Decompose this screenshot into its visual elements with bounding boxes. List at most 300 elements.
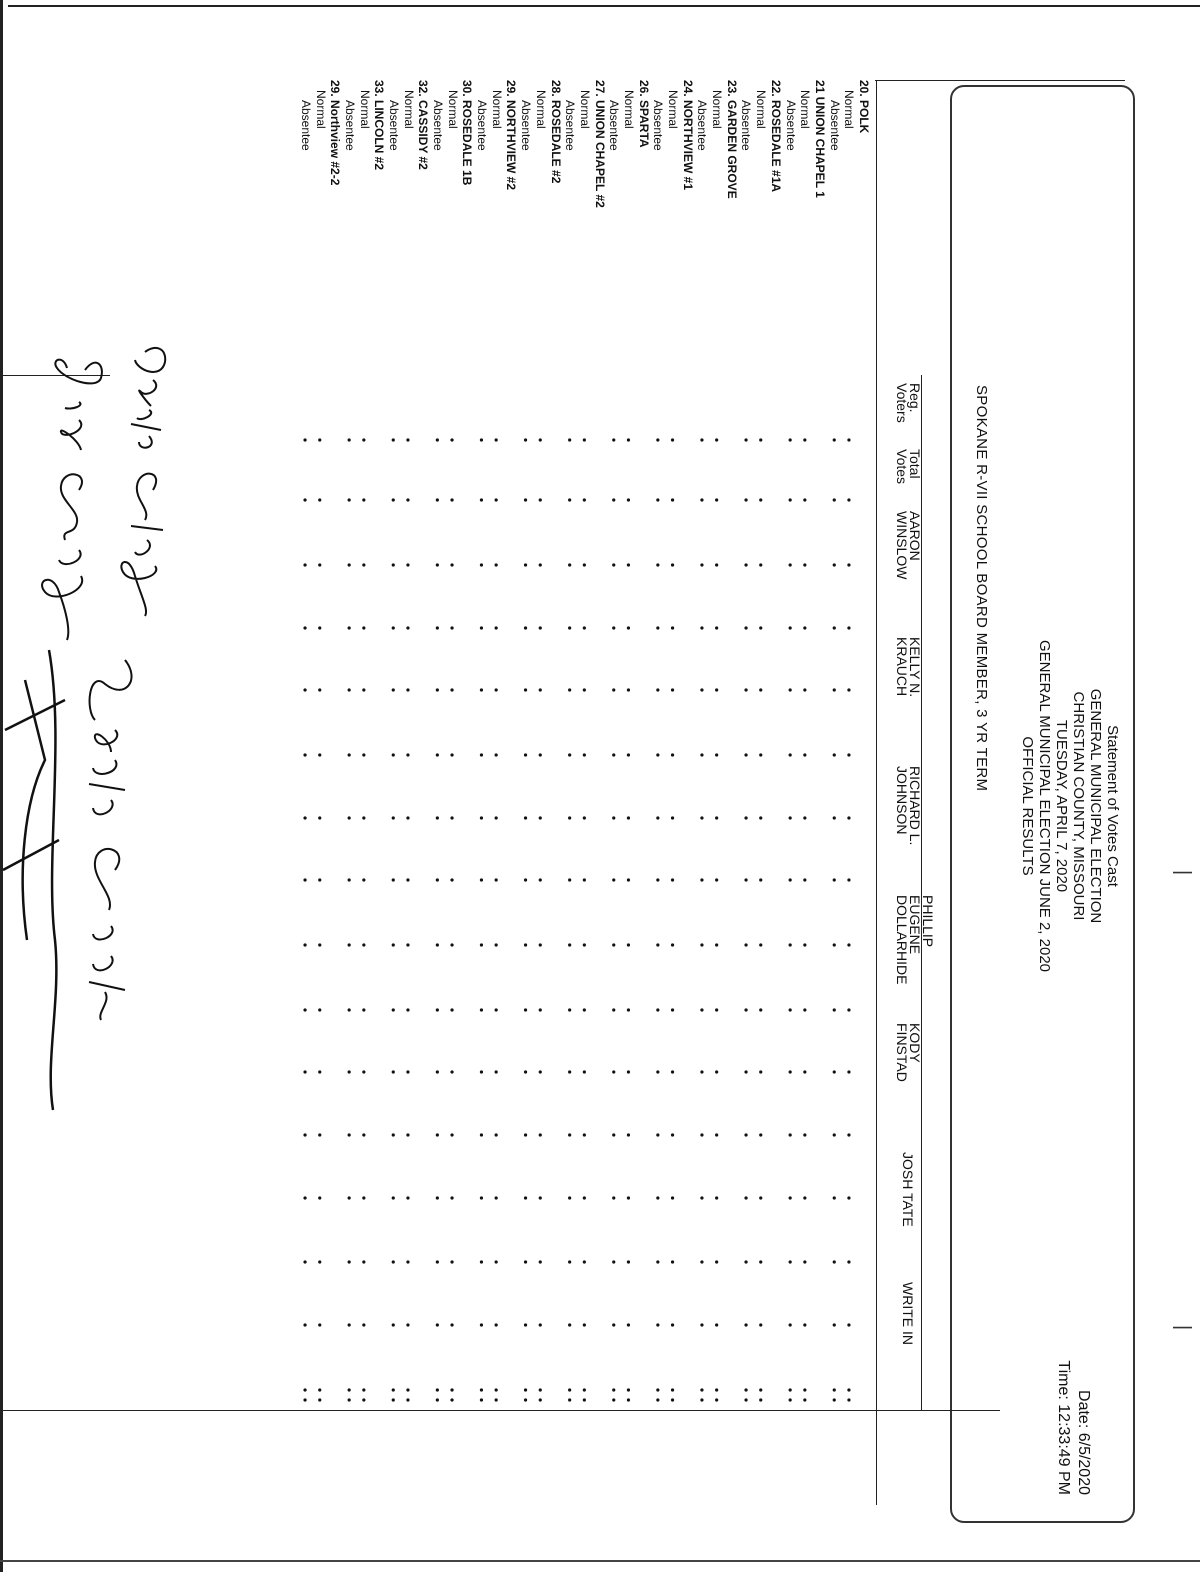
- vote-cell-dot: [450, 1196, 453, 1199]
- vote-cell-dot: [568, 1133, 571, 1136]
- vote-cell-dot: [436, 1070, 439, 1073]
- vote-cell-dot: [362, 1388, 365, 1391]
- vote-cell-dot: [744, 1323, 747, 1326]
- signature-robert-cook: [0, 640, 145, 1120]
- vote-cell-dot: [303, 1133, 306, 1136]
- vote-cell-dot: [833, 438, 836, 441]
- vote-cell-dot: [583, 1196, 586, 1199]
- vote-cell-dot: [759, 1070, 762, 1073]
- vote-cell-dot: [627, 688, 630, 691]
- vote-cell-dot: [450, 563, 453, 566]
- vote-cell-dot: [671, 438, 674, 441]
- vote-cell-dot: [568, 1008, 571, 1011]
- vote-cell-dot: [406, 688, 409, 691]
- vote-cell-dot: [847, 1196, 850, 1199]
- vote-cell-dot: [744, 1070, 747, 1073]
- vote-cell-dot: [627, 563, 630, 566]
- vote-cell-dot: [744, 626, 747, 629]
- vote-cell-dot: [833, 816, 836, 819]
- vote-cell-dot: [789, 498, 792, 501]
- vote-cell-dot: [450, 943, 453, 946]
- vote-cell-dot: [495, 1196, 498, 1199]
- vote-cell-dot: [495, 1133, 498, 1136]
- vote-cell-dot: [803, 1323, 806, 1326]
- vote-cell-dot: [583, 1260, 586, 1263]
- title-line: GENERAL MUNICIPAL ELECTION: [1087, 688, 1104, 924]
- vote-cell-dot: [612, 1133, 615, 1136]
- vote-cell-dot: [348, 1008, 351, 1011]
- vote-cell-dot: [480, 1388, 483, 1391]
- vote-cell-dot: [450, 1398, 453, 1401]
- vote-cell-dot: [524, 626, 527, 629]
- precinct-name: 24. NORTHVIEW #1: [680, 80, 695, 191]
- vote-cell-dot: [847, 1008, 850, 1011]
- vote-cell-dot: [583, 816, 586, 819]
- vote-cell-dot: [656, 1260, 659, 1263]
- vote-cell-dot: [362, 438, 365, 441]
- vote-cell-dot: [495, 688, 498, 691]
- vote-cell-dot: [612, 1196, 615, 1199]
- vote-cell-dot: [392, 943, 395, 946]
- vote-cell-dot: [436, 1133, 439, 1136]
- vote-cell-dot: [495, 878, 498, 881]
- vote-cell-dot: [833, 1323, 836, 1326]
- vote-cell-dot: [303, 1260, 306, 1263]
- vote-cell-dot: [833, 1260, 836, 1263]
- vote-cell-dot: [348, 498, 351, 501]
- vote-cell-dot: [348, 878, 351, 881]
- vote-cell-dot: [524, 438, 527, 441]
- vote-cell-dot: [318, 753, 321, 756]
- vote-cell-dot: [524, 753, 527, 756]
- vote-cell-dot: [318, 1008, 321, 1011]
- vote-cell-dot: [744, 1260, 747, 1263]
- vote-cell-dot: [436, 753, 439, 756]
- vote-cell-dot: [539, 1196, 542, 1199]
- vote-cell-dot: [348, 1323, 351, 1326]
- vote-cell-dot: [495, 943, 498, 946]
- vote-cell-dot: [362, 1323, 365, 1326]
- vote-cell-dot: [348, 816, 351, 819]
- vote-cell-dot: [406, 753, 409, 756]
- vote-cell-dot: [480, 943, 483, 946]
- vote-cell-dot: [671, 1008, 674, 1011]
- vote-cell-dot: [348, 438, 351, 441]
- vote-cell-dot: [583, 438, 586, 441]
- vote-cell-dot: [480, 498, 483, 501]
- vote-cell-dot: [671, 943, 674, 946]
- vote-cell-dot: [450, 1260, 453, 1263]
- vote-cell-dot: [436, 498, 439, 501]
- vote-cell-dot: [847, 1133, 850, 1136]
- vote-cell-dot: [450, 626, 453, 629]
- vote-cell-dot: [803, 878, 806, 881]
- vote-cell-dot: [671, 753, 674, 756]
- vote-cell-dot: [656, 626, 659, 629]
- vote-cell-dot: [480, 1008, 483, 1011]
- vote-cell-dot: [568, 1388, 571, 1391]
- vote-cell-dot: [539, 438, 542, 441]
- vote-cell-dot: [847, 1323, 850, 1326]
- vote-cell-dot: [700, 816, 703, 819]
- vote-cell-dot: [627, 626, 630, 629]
- vote-cell-dot: [583, 1398, 586, 1401]
- vote-cell-dot: [656, 816, 659, 819]
- vote-cell-dot: [715, 1070, 718, 1073]
- vote-cell-dot: [348, 1398, 351, 1401]
- vote-cell-dot: [759, 1133, 762, 1136]
- vote-cell-dot: [303, 498, 306, 501]
- vote-cell-dot: [524, 1196, 527, 1199]
- vote-cell-dot: [627, 1008, 630, 1011]
- vote-cell-dot: [671, 1323, 674, 1326]
- ballot-type-label: Absentee: [519, 100, 534, 151]
- vote-cell-dot: [583, 626, 586, 629]
- vote-cell-dot: [406, 816, 409, 819]
- vote-cell-dot: [480, 438, 483, 441]
- vote-cell-dot: [671, 626, 674, 629]
- vote-cell-dot: [568, 1323, 571, 1326]
- vote-cell-dot: [612, 1260, 615, 1263]
- vote-cell-dot: [450, 753, 453, 756]
- vote-cell-dot: [700, 1008, 703, 1011]
- ballot-type-label: Normal: [710, 90, 725, 129]
- ballot-type-label: Absentee: [431, 100, 446, 151]
- vote-cell-dot: [671, 1133, 674, 1136]
- vote-cell-dot: [583, 943, 586, 946]
- vote-cell-dot: [715, 498, 718, 501]
- vote-cell-dot: [627, 1323, 630, 1326]
- vote-cell-dot: [495, 626, 498, 629]
- vote-cell-dot: [656, 1388, 659, 1391]
- vote-cell-dot: [392, 1133, 395, 1136]
- vote-cell-dot: [318, 1196, 321, 1199]
- vote-cell-dot: [715, 1323, 718, 1326]
- vote-cell-dot: [495, 563, 498, 566]
- vote-cell-dot: [833, 1008, 836, 1011]
- vote-cell-dot: [759, 943, 762, 946]
- vote-cell-dot: [612, 943, 615, 946]
- vote-cell-dot: [450, 498, 453, 501]
- vote-cell-dot: [303, 563, 306, 566]
- vote-cell-dot: [406, 1398, 409, 1401]
- vote-cell-dot: [539, 943, 542, 946]
- vote-cell-dot: [362, 1260, 365, 1263]
- vote-cell-dot: [303, 1070, 306, 1073]
- vote-cell-dot: [406, 1196, 409, 1199]
- vote-cell-dot: [671, 816, 674, 819]
- vote-cell-dot: [847, 1070, 850, 1073]
- vote-cell-dot: [406, 498, 409, 501]
- vote-cell-dot: [495, 816, 498, 819]
- ballot-type-label: Normal: [445, 90, 460, 129]
- vote-cell-dot: [833, 1388, 836, 1391]
- vote-cell-dot: [348, 1388, 351, 1391]
- vote-cell-dot: [656, 1398, 659, 1401]
- vote-cell-dot: [671, 563, 674, 566]
- vote-cell-dot: [362, 878, 365, 881]
- vote-cell-dot: [436, 943, 439, 946]
- vote-cell-dot: [789, 943, 792, 946]
- vote-cell-dot: [362, 943, 365, 946]
- vote-cell-dot: [700, 563, 703, 566]
- vote-cell-dot: [847, 878, 850, 881]
- precinct-name: 29. NORTHVIEW #2: [504, 80, 519, 191]
- vote-cell-dot: [318, 498, 321, 501]
- vote-cell-dot: [700, 1398, 703, 1401]
- vote-cell-dot: [583, 878, 586, 881]
- ballot-type-label: Normal: [533, 90, 548, 129]
- vote-cell-dot: [833, 753, 836, 756]
- vote-cell-dot: [612, 816, 615, 819]
- vote-cell-dot: [789, 688, 792, 691]
- vote-cell-dot: [627, 943, 630, 946]
- vote-cell-dot: [436, 1260, 439, 1263]
- vote-cell-dot: [436, 1323, 439, 1326]
- vote-cell-dot: [700, 438, 703, 441]
- precinct-name: 32. CASSIDY #2: [416, 80, 431, 170]
- vote-cell-dot: [495, 1070, 498, 1073]
- vote-cell-dot: [759, 816, 762, 819]
- vote-cell-dot: [524, 1133, 527, 1136]
- vote-cell-dot: [700, 1070, 703, 1073]
- vote-cell-dot: [847, 688, 850, 691]
- vote-cell-dot: [833, 498, 836, 501]
- report-date: Date: 6/5/2020: [1075, 1390, 1092, 1495]
- vote-cell-dot: [627, 1260, 630, 1263]
- vote-cell-dot: [833, 878, 836, 881]
- vote-cell-dot: [303, 438, 306, 441]
- vote-cell-dot: [450, 1008, 453, 1011]
- vote-cell-dot: [847, 1260, 850, 1263]
- vote-cell-dot: [583, 753, 586, 756]
- col-richard-johnson: RICHARD L. JOHNSON: [894, 766, 923, 846]
- vote-cell-dot: [803, 1070, 806, 1073]
- vote-cell-dot: [715, 1008, 718, 1011]
- vote-cell-dot: [700, 878, 703, 881]
- vote-cell-dot: [392, 753, 395, 756]
- vote-cell-dot: [759, 438, 762, 441]
- vote-cell-dot: [700, 498, 703, 501]
- vote-cell-dot: [436, 563, 439, 566]
- vote-cell-dot: [833, 943, 836, 946]
- vote-cell-dot: [362, 563, 365, 566]
- precinct-name: 23. GARDEN GROVE: [724, 80, 739, 199]
- vote-cell-dot: [612, 498, 615, 501]
- vote-cell-dot: [450, 1070, 453, 1073]
- col-phillip-dollarhide: PHILLIP EUGENE DOLLARHIDE: [894, 895, 936, 985]
- vote-cell-dot: [362, 1008, 365, 1011]
- vote-cell-dot: [656, 563, 659, 566]
- vote-cell-dot: [759, 498, 762, 501]
- vote-cell-dot: [303, 943, 306, 946]
- col-reg-voters: Reg. Voters: [894, 383, 923, 423]
- ballot-type-label: Absentee: [607, 100, 622, 151]
- vote-cell-dot: [700, 753, 703, 756]
- vote-cell-dot: [348, 626, 351, 629]
- vote-cell-dot: [833, 1196, 836, 1199]
- vote-cell-dot: [568, 1260, 571, 1263]
- vote-cell-dot: [539, 816, 542, 819]
- vote-cell-dot: [348, 563, 351, 566]
- vote-cell-dot: [803, 498, 806, 501]
- vote-cell-dot: [568, 753, 571, 756]
- vote-cell-dot: [789, 1388, 792, 1391]
- vote-cell-dot: [539, 1323, 542, 1326]
- vote-cell-dot: [436, 688, 439, 691]
- vote-cell-dot: [744, 1008, 747, 1011]
- vote-cell-dot: [568, 498, 571, 501]
- vote-cell-dot: [495, 1008, 498, 1011]
- vote-cell-dot: [612, 688, 615, 691]
- vote-cell-dot: [348, 1133, 351, 1136]
- vote-cell-dot: [627, 438, 630, 441]
- vote-cell-dot: [348, 1196, 351, 1199]
- vote-cell-dot: [318, 1070, 321, 1073]
- vote-cell-dot: [759, 563, 762, 566]
- vote-cell-dot: [362, 1398, 365, 1401]
- vote-cell-dot: [480, 753, 483, 756]
- vote-cell-dot: [406, 878, 409, 881]
- precinct-name: 22. ROSEDALE #1A: [768, 80, 783, 193]
- vote-cell-dot: [406, 1070, 409, 1073]
- vote-cell-dot: [539, 1070, 542, 1073]
- vote-cell-dot: [450, 816, 453, 819]
- vote-cell-dot: [715, 438, 718, 441]
- ballot-type-label: Normal: [842, 90, 857, 129]
- vote-cell-dot: [524, 688, 527, 691]
- vote-cell-dot: [524, 1388, 527, 1391]
- ballot-type-label: Normal: [577, 90, 592, 129]
- vote-cell-dot: [318, 1133, 321, 1136]
- vote-cell-dot: [362, 626, 365, 629]
- vote-cell-dot: [847, 1398, 850, 1401]
- vote-cell-dot: [480, 1196, 483, 1199]
- vote-cell-dot: [568, 1398, 571, 1401]
- vote-cell-dot: [495, 1398, 498, 1401]
- vote-cell-dot: [627, 1133, 630, 1136]
- vote-cell-dot: [671, 1260, 674, 1263]
- vote-cell-dot: [583, 1133, 586, 1136]
- ballot-type-label: Normal: [401, 90, 416, 129]
- vote-cell-dot: [671, 1388, 674, 1391]
- vote-cell-dot: [612, 753, 615, 756]
- vote-cell-dot: [803, 943, 806, 946]
- vote-cell-dot: [348, 1260, 351, 1263]
- vote-cell-dot: [524, 943, 527, 946]
- vote-cell-dot: [480, 1323, 483, 1326]
- vote-cell-dot: [392, 878, 395, 881]
- vote-cell-dot: [436, 1196, 439, 1199]
- vote-cell-dot: [744, 563, 747, 566]
- vote-cell-dot: [759, 1008, 762, 1011]
- vote-cell-dot: [524, 1070, 527, 1073]
- vote-cell-dot: [700, 1196, 703, 1199]
- vote-cell-dot: [436, 626, 439, 629]
- vote-cell-dot: [583, 1388, 586, 1391]
- vote-cell-dot: [833, 1398, 836, 1401]
- col-josh-tate: JOSH TATE: [900, 1152, 916, 1227]
- vote-cell-dot: [539, 498, 542, 501]
- vote-cell-dot: [627, 878, 630, 881]
- title-line: Statement of Votes Cast: [1104, 725, 1121, 887]
- vote-cell-dot: [656, 1323, 659, 1326]
- col-aaron-winslow: AARON WINSLOW: [894, 511, 923, 580]
- vote-cell-dot: [612, 1398, 615, 1401]
- vote-cell-dot: [524, 1008, 527, 1011]
- vote-cell-dot: [539, 688, 542, 691]
- ballot-type-label: Absentee: [827, 100, 842, 151]
- report-time: Time: 12:33:49 PM: [1055, 1360, 1072, 1495]
- ballot-type-label: Absentee: [563, 100, 578, 151]
- vote-cell-dot: [318, 1388, 321, 1391]
- vote-cell-dot: [524, 1323, 527, 1326]
- vote-cell-dot: [803, 1388, 806, 1391]
- vote-cell-dot: [803, 626, 806, 629]
- vote-cell-dot: [847, 438, 850, 441]
- vote-cell-dot: [450, 688, 453, 691]
- vote-cell-dot: [436, 438, 439, 441]
- vote-cell-dot: [348, 1070, 351, 1073]
- vote-cell-dot: [303, 1323, 306, 1326]
- vote-cell-dot: [847, 1388, 850, 1391]
- vote-cell-dot: [744, 1133, 747, 1136]
- vote-cell-dot: [392, 1323, 395, 1326]
- vote-cell-dot: [495, 498, 498, 501]
- vote-cell-dot: [480, 1070, 483, 1073]
- ballot-type-label: Normal: [798, 90, 813, 129]
- vote-cell-dot: [450, 1323, 453, 1326]
- col-kelly-krauch: KELLY N. KRAUCH: [894, 637, 923, 698]
- vote-cell-dot: [671, 878, 674, 881]
- vote-cell-dot: [392, 1398, 395, 1401]
- vote-cell-dot: [803, 753, 806, 756]
- vote-cell-dot: [318, 943, 321, 946]
- vote-cell-dot: [495, 1388, 498, 1391]
- precinct-name: 26. SPARTA: [636, 80, 651, 148]
- vote-cell-dot: [847, 498, 850, 501]
- vote-cell-dot: [715, 1398, 718, 1401]
- ballot-type-label: Normal: [666, 90, 681, 129]
- vote-cell-dot: [583, 1070, 586, 1073]
- ballot-type-label: Absentee: [739, 100, 754, 151]
- vote-cell-dot: [847, 816, 850, 819]
- vote-cell-dot: [450, 1133, 453, 1136]
- vote-cell-dot: [803, 438, 806, 441]
- vote-cell-dot: [744, 816, 747, 819]
- vote-cell-dot: [744, 943, 747, 946]
- vote-cell-dot: [612, 563, 615, 566]
- vote-cell-dot: [568, 438, 571, 441]
- vote-cell-dot: [392, 1260, 395, 1263]
- vote-cell-dot: [759, 626, 762, 629]
- vote-cell-dot: [656, 878, 659, 881]
- vote-cell-dot: [833, 1133, 836, 1136]
- vote-cell-dot: [524, 816, 527, 819]
- precinct-name: 27. UNION CHAPEL #2: [592, 80, 607, 208]
- precinct-name: 33. LINCOLN #2: [372, 80, 387, 171]
- vote-cell-dot: [406, 1323, 409, 1326]
- vote-cell-dot: [406, 626, 409, 629]
- vote-cell-dot: [627, 1388, 630, 1391]
- vote-cell-dot: [524, 1398, 527, 1401]
- vote-cell-dot: [539, 1133, 542, 1136]
- vote-cell-dot: [833, 1070, 836, 1073]
- vote-cell-dot: [583, 1008, 586, 1011]
- ballot-type-label: Absentee: [298, 100, 313, 151]
- vote-cell-dot: [539, 626, 542, 629]
- vote-cell-dot: [803, 1398, 806, 1401]
